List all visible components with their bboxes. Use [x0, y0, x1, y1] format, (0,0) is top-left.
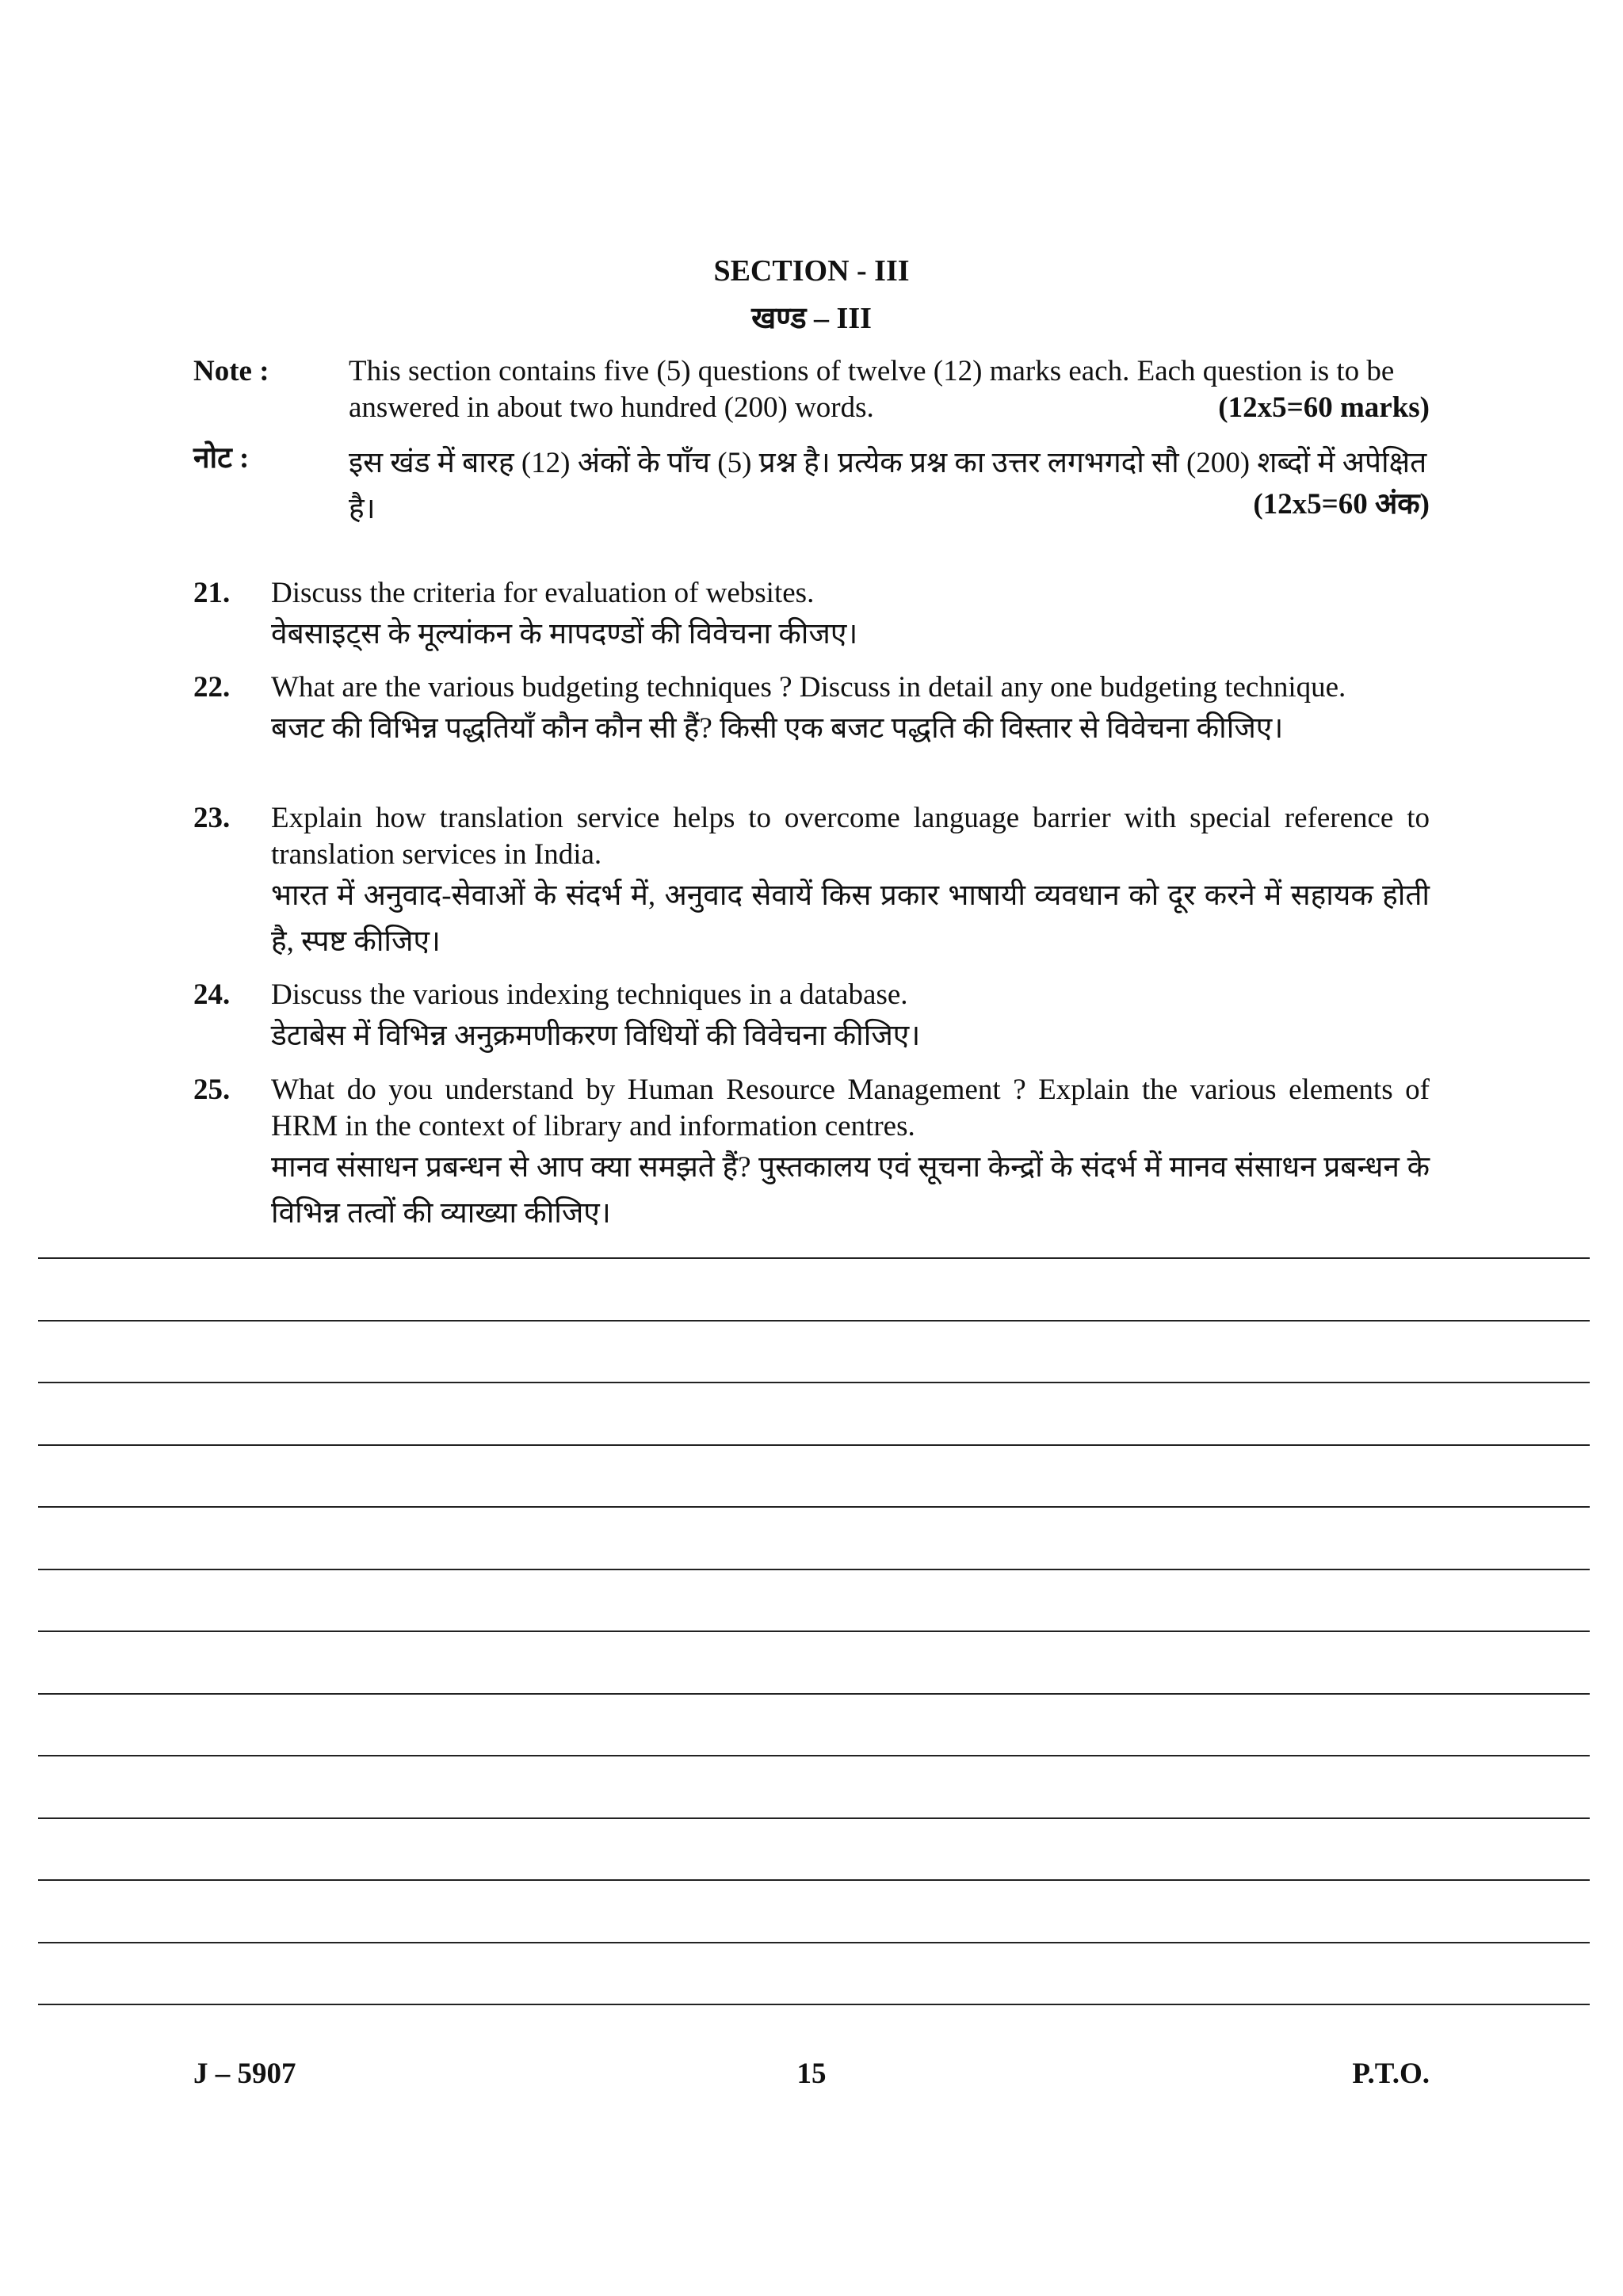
answer-line	[38, 1879, 1590, 1881]
question-body	[271, 800, 1430, 965]
question-number: 24.	[193, 978, 231, 1011]
question-text: Discuss the various indexing techniques in a database.	[271, 978, 908, 1011]
answer-line	[38, 1942, 1590, 1943]
question-number: 22.	[193, 671, 231, 704]
question-body	[271, 1072, 1430, 1237]
question-number: 25.	[193, 1074, 231, 1106]
page-number: 15	[796, 2058, 827, 2090]
note-label: Note :	[193, 355, 269, 387]
answer-line	[38, 1630, 1590, 1632]
question-text-hindi: भारत में अनुवाद-सेवाओं के संदर्भ में, अनुवाद सेवायें किस प्रकार भाषायी व्यवधान को दूर करने में सहायक होती है, स्पष्ट कीजिए।	[271, 879, 1430, 958]
note-text: This section contains five (5) questions of twelve (12) marks each. Each question is to be answered in about two hundred (200) words.	[349, 355, 1395, 424]
answer-line	[38, 1320, 1590, 1322]
question-text-hindi: डेटाबेस में विभिन्न अनुक्रमणीकरण विधियों की विवेचना कीजिए।	[271, 1020, 921, 1052]
section-title-hindi: खण्ड – III	[751, 302, 872, 335]
question-text: Explain how translation service helps to overcome language barrier with special reference to translation services in India.	[271, 802, 1430, 871]
paper-code: J – 5907	[193, 2058, 296, 2090]
answer-line	[38, 1569, 1590, 1570]
answer-line	[38, 1693, 1590, 1695]
question-text-hindi: बजट की विभिन्न पद्धतियाँ कौन कौन सी हैं? किसी एक बजट पद्धति की विस्तार से विवेचना कीजिए।	[271, 712, 1284, 745]
answer-line	[38, 1257, 1590, 1259]
note-marks: (12x5=60 marks)	[1218, 391, 1430, 424]
please-turn-over: P.T.O.	[1352, 2058, 1430, 2090]
question-text-hindi: मानव संसाधन प्रबन्धन से आप क्या समझते हैं? पुस्तकालय एवं सूचना केन्द्रों के संदर्भ में मानव संसाधन प्रबन्धन के विभिन्न तत्वों की व्याख्या कीजिए।	[271, 1151, 1430, 1230]
question-number: 21.	[193, 577, 231, 609]
note-label-hindi: नोट :	[193, 442, 250, 475]
answer-line	[38, 2004, 1590, 2005]
question-body	[271, 575, 1430, 658]
question-text: Discuss the criteria for evaluation of websites.	[271, 577, 815, 609]
question-body	[271, 977, 1430, 1059]
answer-line	[38, 1817, 1590, 1819]
answer-line	[38, 1755, 1590, 1756]
question-body	[271, 669, 1430, 752]
question-text-hindi: वेबसाइट्स के मूल्यांकन के मापदण्डों की विवेचना कीजए।	[271, 618, 858, 650]
answer-line	[38, 1506, 1590, 1508]
question-number: 23.	[193, 802, 231, 834]
question-text: What do you understand by Human Resource Management ? Explain the various elements of HRM in the context of library and information centres.	[271, 1074, 1430, 1142]
note-text-hindi: इस खंड में बारह (12) अंकों के पाँच (5) प्रश्न है। प्रत्येक प्रश्न का उत्तर लगभगदो सौ (200) शब्दों में अपेक्षित है।	[349, 447, 1427, 525]
answer-line	[38, 1382, 1590, 1383]
question-text: What are the various budgeting techniques ? Discuss in detail any one budgeting technique.	[271, 671, 1346, 704]
answer-line	[38, 1444, 1590, 1446]
section-title: SECTION - III	[713, 254, 910, 288]
note-marks-hindi: (12x5=60 अंक)	[1253, 488, 1430, 521]
